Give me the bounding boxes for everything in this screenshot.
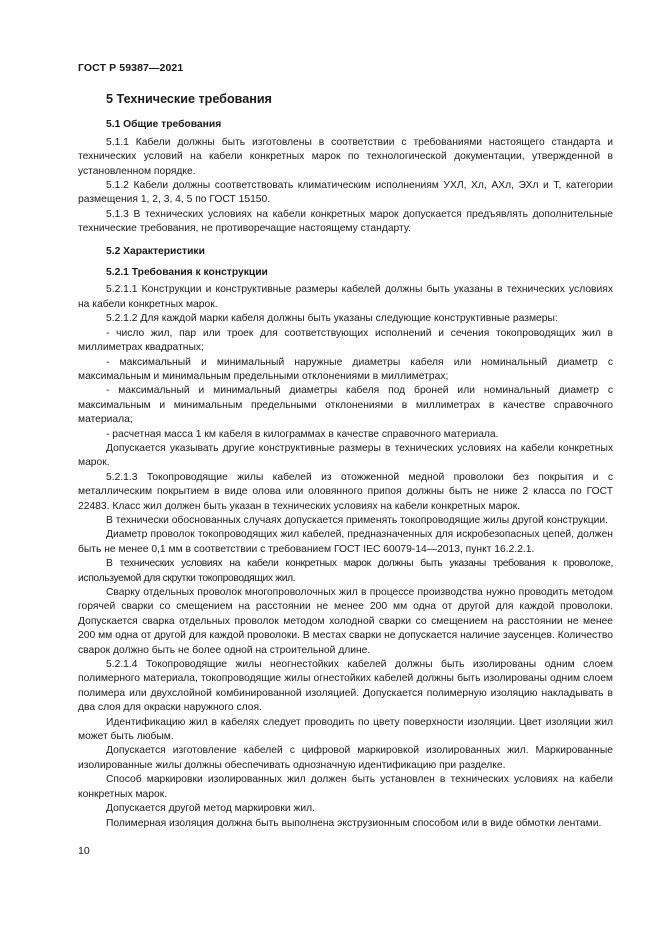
list-item: - число жил, пар или троек для соответствующих исполнений и сечения токопроводящих жил в миллиметрах квадратных; bbox=[78, 327, 613, 354]
paragraph-5-2-1-4: 5.2.1.4 Токопроводящие жилы неогнестойких кабелей должны быть изолированы одним слоем полимерного материала, токопроводящие жилы огнестойких кабелей должны быть изолированы одним слоем полимера или двухслойной комбинированной изоляцией. Допускается полимерную изоляцию накладывать в два слоя для окраски наружного слоя. bbox=[78, 659, 613, 714]
paragraph: Полимерная изоляция должна быть выполнена экструзионным способом или в виде обмотки лентами. bbox=[106, 817, 602, 829]
paragraph: Диаметр проволок токопроводящих жил кабелей, предназначенных для искробезопасных цепей, должен быть не менее 0,1 мм в соответствии с требованием ГОСТ IEC 60079-14—2013, пункт 16.2.2.1. bbox=[78, 529, 613, 555]
page-content bbox=[78, 92, 613, 831]
subsection-title-5-2: 5.2 Характеристики bbox=[106, 245, 205, 257]
subsection-title-5-2-1: 5.2.1 Требования к конструкции bbox=[106, 267, 268, 279]
paragraph: Способ маркировки изолированных жил должен быть установлен в технических условиях на кабели конкретных марок. bbox=[78, 774, 613, 800]
document-code-header: ГОСТ Р 59387—2021 bbox=[78, 62, 184, 74]
paragraph-5-2-1-1: 5.2.1.1 Конструкции и конструктивные размеры кабелей должны быть указаны в технических условиях на кабели конкретных марок. bbox=[78, 284, 613, 310]
paragraph-5-2-1-3: 5.2.1.3 Токопроводящие жилы кабелей из отожженной медной проволоки без покрытия и с металлическим покрытием в виде олова или оловянного припоя должны быть не ниже 2 класса по ГОСТ 22483. Класс жил должен быть указан в технических условиях на кабели конкретных марок. bbox=[78, 471, 613, 512]
paragraph: Допускается изготовление кабелей с цифровой маркировкой изолированных жил. Маркированные изолированные жилы должны обеспечивать однозначную идентификацию при разделке. bbox=[78, 745, 613, 771]
subsection-title-5-1: 5.1 Общие требования bbox=[106, 119, 222, 131]
paragraph: В технических условиях на кабели конкретных марок должны быть указаны требования к проволоке, используемой для скрутки токопроводящих жил. bbox=[78, 558, 613, 584]
paragraph: Допускается другой метод маркировки жил. bbox=[106, 803, 316, 815]
paragraph-5-1-3: 5.1.3 В технических условиях на кабели конкретных марок допускается предъявлять дополнительные технические требования, не противоречащие настоящему стандарту. bbox=[78, 208, 613, 235]
paragraph: Сварку отдельных проволок многопроволочных жил в процессе производства нужно проводить методом горячей сварки со смещением на расстоянии не менее 200 мм одна от другой для каждой проволоки. Допускается сварка отдельных проволок методом холодной сварки со смещением на расстоянии не менее 200 мм одна от другой для каждой проволоки. В местах сварки не допускается наличие заусенцев. Количество сварок должно быть не более одной на строительной длине. bbox=[78, 587, 613, 656]
paragraph-5-1-1: 5.1.1 Кабели должны быть изготовлены в соответствии с требованиями настоящего стандарта и технических условий на кабели конкретных марок по технологической документации, утвержденной в установленном порядке. bbox=[78, 136, 613, 177]
section-title: 5 Технические требования bbox=[106, 92, 272, 106]
paragraph-5-2-1-2: 5.2.1.2 Для каждой марки кабеля должны быть указаны следующие конструктивные размеры: bbox=[106, 313, 558, 325]
paragraph: Допускается указывать другие конструктивные размеры в технических условиях на кабели конкретных марок. bbox=[78, 442, 613, 469]
list-item: - расчетная масса 1 км кабеля в килограммах в качестве справочного материала. bbox=[106, 428, 499, 440]
page-number: 10 bbox=[78, 845, 90, 857]
paragraph: В технически обоснованных случаях допускается применять токопроводящие жилы другой конструкции. bbox=[106, 514, 609, 526]
paragraph-5-1-2: 5.1.2 Кабели должны соответствовать климатическим исполнениям УХЛ, Хл, АХл, ЭХл и Т, категории размещения 1, 2, 3, 4, 5 по ГОСТ 15150. bbox=[78, 180, 613, 206]
list-item: - максимальный и минимальный диаметры кабеля под броней или номинальный диаметр с максимальным и минимальным предельными отклонениями в миллиметрах в качестве справочного материала; bbox=[78, 385, 613, 426]
paragraph: Идентификацию жил в кабелях следует проводить по цвету поверхности изоляции. Цвет изоляции жил может быть любым. bbox=[78, 716, 613, 743]
list-item: - максимальный и минимальный наружные диаметры кабеля или номинальный диаметр с максимальным и минимальным предельными отклонениями в миллиметрах; bbox=[78, 356, 613, 382]
